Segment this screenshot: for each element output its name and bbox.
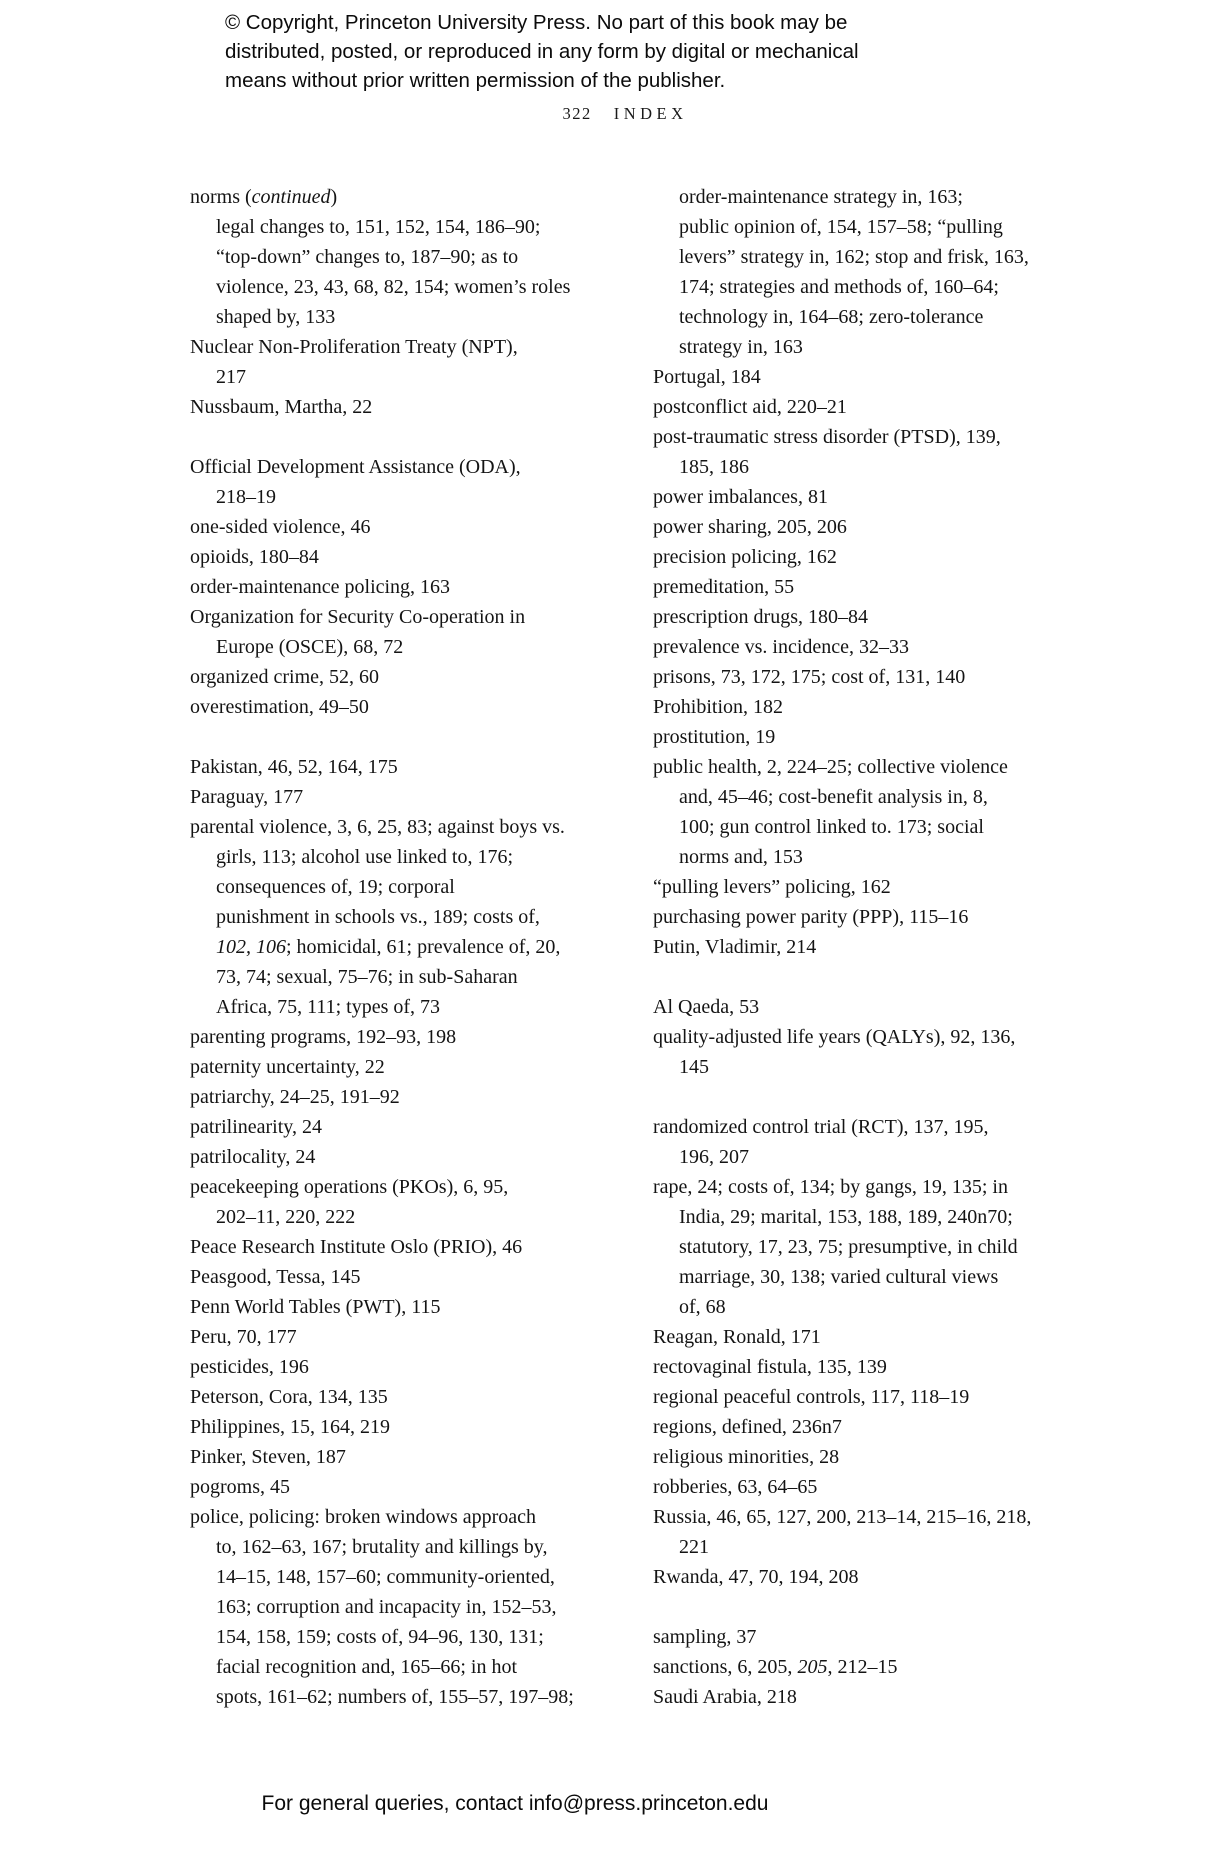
index-text: Africa, 75, 111; types of, 73 bbox=[216, 996, 441, 1018]
index-line bbox=[190, 542, 574, 572]
index-text: spots, 161–62; numbers of, 155–57, 197–98; bbox=[216, 1686, 574, 1708]
index-line bbox=[190, 842, 574, 872]
index-line bbox=[190, 212, 574, 242]
index-line bbox=[190, 1382, 574, 1412]
index-text-italic: continued bbox=[251, 186, 331, 208]
index-line bbox=[653, 1142, 1031, 1172]
index-line bbox=[653, 572, 1031, 602]
index-line bbox=[653, 1652, 1031, 1682]
index-text: technology in, 164–68; zero-tolerance bbox=[679, 306, 984, 328]
index-line bbox=[190, 692, 574, 722]
index-line bbox=[190, 362, 574, 392]
index-line bbox=[653, 1502, 1031, 1532]
index-line bbox=[190, 872, 574, 902]
index-line bbox=[190, 1412, 574, 1442]
index-text: one-sided violence, 46 bbox=[190, 516, 371, 538]
index-text: girls, 113; alcohol use linked to, 176; bbox=[216, 846, 514, 868]
index-line bbox=[190, 1172, 574, 1202]
index-text: Organization for Security Co-operation in bbox=[190, 606, 526, 628]
index-text: strategy in, 163 bbox=[679, 336, 803, 358]
index-text: pogroms, 45 bbox=[190, 1476, 290, 1498]
index-text: 202–11, 220, 222 bbox=[216, 1206, 356, 1228]
index-text: public opinion of, 154, 157–58; “pulling bbox=[679, 216, 1003, 238]
index-line bbox=[190, 332, 574, 362]
index-text: robberies, 63, 64–65 bbox=[653, 1476, 818, 1498]
index-text: 145 bbox=[679, 1056, 709, 1078]
index-line bbox=[190, 1262, 574, 1292]
index-text: Philippines, 15, 164, 219 bbox=[190, 1416, 391, 1438]
index-text: prescription drugs, 180–84 bbox=[653, 606, 868, 628]
index-text: Portugal, 184 bbox=[653, 366, 761, 388]
index-line bbox=[653, 602, 1031, 632]
index-line bbox=[190, 272, 574, 302]
running-head bbox=[190, 104, 1060, 124]
index-line bbox=[653, 752, 1031, 782]
index-text: ) bbox=[330, 186, 338, 208]
index-text: levers” strategy in, 162; stop and frisk, 163, bbox=[679, 246, 1029, 268]
index-line bbox=[653, 1562, 1031, 1592]
index-text: pesticides, 196 bbox=[190, 1356, 309, 1378]
index-line bbox=[190, 482, 574, 512]
index-line bbox=[653, 482, 1031, 512]
index-line bbox=[653, 392, 1031, 422]
index-blank-line bbox=[653, 1082, 1031, 1112]
index-text: legal changes to, 151, 152, 154, 186–90; bbox=[216, 216, 541, 238]
index-text: Pakistan, 46, 52, 164, 175 bbox=[190, 756, 398, 778]
index-line bbox=[190, 1502, 574, 1532]
index-line bbox=[653, 1172, 1031, 1202]
index-text: India, 29; marital, 153, 188, 189, 240n70; bbox=[679, 1206, 1013, 1228]
index-line bbox=[190, 1112, 574, 1142]
index-text: order-maintenance strategy in, 163; bbox=[679, 186, 963, 208]
index-line bbox=[190, 242, 574, 272]
index-line bbox=[190, 962, 574, 992]
index-line bbox=[653, 1292, 1031, 1322]
index-line bbox=[653, 842, 1031, 872]
index-line bbox=[190, 1142, 574, 1172]
index-line bbox=[653, 422, 1031, 452]
index-text: Peterson, Cora, 134, 135 bbox=[190, 1386, 388, 1408]
index-line bbox=[653, 1262, 1031, 1292]
index-text: norms and, 153 bbox=[679, 846, 803, 868]
index-text: premeditation, 55 bbox=[653, 576, 795, 598]
index-text: consequences of, 19; corporal bbox=[216, 876, 455, 898]
index-text: , 212–15 bbox=[827, 1656, 898, 1678]
index-text: facial recognition and, 165–66; in hot bbox=[216, 1656, 518, 1678]
index-line bbox=[190, 1562, 574, 1592]
index-text: precision policing, 162 bbox=[653, 546, 837, 568]
index-text: randomized control trial (RCT), 137, 195, bbox=[653, 1116, 989, 1138]
index-text: Prohibition, 182 bbox=[653, 696, 784, 718]
index-text: order-maintenance policing, 163 bbox=[190, 576, 451, 598]
index-line bbox=[190, 782, 574, 812]
index-line bbox=[190, 1682, 574, 1712]
index-line bbox=[653, 212, 1031, 242]
index-text: Pinker, Steven, 187 bbox=[190, 1446, 346, 1468]
index-line bbox=[190, 1622, 574, 1652]
index-text: prostitution, 19 bbox=[653, 726, 776, 748]
index-blank-line bbox=[190, 422, 574, 452]
index-text: rectovaginal fistula, 135, 139 bbox=[653, 1356, 887, 1378]
index-line bbox=[653, 1352, 1031, 1382]
index-line bbox=[190, 1082, 574, 1112]
index-text: paternity uncertainty, 22 bbox=[190, 1056, 385, 1078]
index-text: peacekeeping operations (PKOs), 6, 95, bbox=[190, 1176, 509, 1198]
index-blank-line bbox=[653, 962, 1031, 992]
index-text: 185, 186 bbox=[679, 456, 749, 478]
index-text: Nussbaum, Martha, 22 bbox=[190, 396, 373, 418]
index-line bbox=[653, 662, 1031, 692]
index-line bbox=[190, 1202, 574, 1232]
index-line bbox=[190, 1052, 574, 1082]
index-text: Peasgood, Tessa, 145 bbox=[190, 1266, 361, 1288]
index-line bbox=[653, 362, 1031, 392]
index-line bbox=[190, 302, 574, 332]
index-line bbox=[653, 1532, 1031, 1562]
index-text: parenting programs, 192–93, 198 bbox=[190, 1026, 457, 1048]
index-line bbox=[653, 992, 1031, 1022]
index-line bbox=[653, 1232, 1031, 1262]
index-text: parental violence, 3, 6, 25, 83; against boys vs. bbox=[190, 816, 565, 838]
index-heading: INDEX bbox=[613, 104, 688, 123]
index-line bbox=[190, 452, 574, 482]
index-line bbox=[190, 1022, 574, 1052]
index-text: postconflict aid, 220–21 bbox=[653, 396, 847, 418]
index-line bbox=[190, 512, 574, 542]
index-line bbox=[653, 722, 1031, 752]
index-line bbox=[653, 332, 1031, 362]
index-text: 163; corruption and incapacity in, 152–53, bbox=[216, 1596, 557, 1618]
index-text: sampling, 37 bbox=[653, 1626, 757, 1648]
index-line bbox=[190, 1592, 574, 1622]
index-text: power sharing, 205, 206 bbox=[653, 516, 847, 538]
index-text: 174; strategies and methods of, 160–64; bbox=[679, 276, 999, 298]
index-text: marriage, 30, 138; varied cultural views bbox=[679, 1266, 999, 1288]
index-text: Peru, 70, 177 bbox=[190, 1326, 297, 1348]
index-blank-line bbox=[653, 1592, 1031, 1622]
index-line bbox=[653, 872, 1031, 902]
index-text: 154, 158, 159; costs of, 94–96, 130, 131; bbox=[216, 1626, 544, 1648]
index-text: overestimation, 49–50 bbox=[190, 696, 369, 718]
index-line bbox=[190, 572, 574, 602]
index-text-italic: 102, 106 bbox=[216, 936, 286, 958]
index-text: Nuclear Non-Proliferation Treaty (NPT), bbox=[190, 336, 518, 358]
index-text: 218–19 bbox=[216, 486, 276, 508]
index-line bbox=[653, 1022, 1031, 1052]
index-line bbox=[653, 1412, 1031, 1442]
index-text: 14–15, 148, 157–60; community-oriented, bbox=[216, 1566, 555, 1588]
index-text: sanctions, 6, 205, bbox=[653, 1656, 798, 1678]
footer-queries-note: For general queries, contact info@press.princeton.edu bbox=[261, 1792, 769, 1815]
index-line bbox=[190, 752, 574, 782]
index-line bbox=[653, 632, 1031, 662]
index-text: post-traumatic stress disorder (PTSD), 139, bbox=[653, 426, 1001, 448]
index-text-italic: 205 bbox=[797, 1656, 828, 1678]
index-line bbox=[190, 932, 574, 962]
copyright-line: © Copyright, Princeton University Press. No part of this book may be bbox=[225, 11, 848, 34]
index-text: Official Development Assistance (ODA), bbox=[190, 456, 521, 478]
index-line bbox=[190, 602, 574, 632]
index-line bbox=[190, 1352, 574, 1382]
index-line bbox=[653, 902, 1031, 932]
index-line bbox=[653, 1472, 1031, 1502]
index-line bbox=[653, 272, 1031, 302]
index-line bbox=[190, 902, 574, 932]
index-line bbox=[190, 182, 574, 212]
index-text: regional peaceful controls, 117, 118–19 bbox=[653, 1386, 970, 1408]
index-column-left bbox=[190, 182, 574, 1712]
index-text: Paraguay, 177 bbox=[190, 786, 304, 808]
index-line bbox=[190, 1292, 574, 1322]
index-text: religious minorities, 28 bbox=[653, 1446, 840, 1468]
index-text: and, 45–46; cost-benefit analysis in, 8, bbox=[679, 786, 988, 808]
index-text: of, 68 bbox=[679, 1296, 726, 1318]
index-line bbox=[653, 692, 1031, 722]
index-text: rape, 24; costs of, 134; by gangs, 19, 135; in bbox=[653, 1176, 1008, 1198]
index-text: patrilocality, 24 bbox=[190, 1146, 316, 1168]
index-blank-line bbox=[190, 722, 574, 752]
index-line bbox=[190, 1472, 574, 1502]
index-line bbox=[190, 992, 574, 1022]
index-text: patrilinearity, 24 bbox=[190, 1116, 322, 1138]
index-text: 73, 74; sexual, 75–76; in sub-Saharan bbox=[216, 966, 518, 988]
index-text: Peace Research Institute Oslo (PRIO), 46 bbox=[190, 1236, 523, 1258]
index-text: 100; gun control linked to. 173; social bbox=[679, 816, 984, 838]
index-line bbox=[190, 1532, 574, 1562]
index-text: 217 bbox=[216, 366, 246, 388]
index-line bbox=[653, 1052, 1031, 1082]
index-line bbox=[190, 662, 574, 692]
index-line bbox=[190, 1232, 574, 1262]
index-text: Rwanda, 47, 70, 194, 208 bbox=[653, 1566, 859, 1588]
index-text: Europe (OSCE), 68, 72 bbox=[216, 636, 404, 658]
index-text: violence, 23, 43, 68, 82, 154; women’s roles bbox=[216, 276, 571, 298]
index-line bbox=[190, 632, 574, 662]
index-text: patriarchy, 24–25, 191–92 bbox=[190, 1086, 400, 1108]
index-text: norms ( bbox=[190, 186, 252, 208]
index-text: regions, defined, 236n7 bbox=[653, 1416, 842, 1438]
index-text: opioids, 180–84 bbox=[190, 546, 319, 568]
index-text: 221 bbox=[679, 1536, 709, 1558]
index-text: to, 162–63, 167; brutality and killings by, bbox=[216, 1536, 548, 1558]
index-text: Saudi Arabia, 218 bbox=[653, 1686, 797, 1708]
index-text: “top-down” changes to, 187–90; as to bbox=[216, 246, 519, 268]
index-text: purchasing power parity (PPP), 115–16 bbox=[653, 906, 969, 928]
index-line bbox=[653, 452, 1031, 482]
index-text: Russia, 46, 65, 127, 200, 213–14, 215–16, 218, bbox=[653, 1506, 1032, 1528]
index-line bbox=[190, 392, 574, 422]
index-text: power imbalances, 81 bbox=[653, 486, 828, 508]
index-line bbox=[653, 1682, 1031, 1712]
index-line bbox=[190, 1652, 574, 1682]
index-text: “pulling levers” policing, 162 bbox=[653, 876, 891, 898]
index-text: Penn World Tables (PWT), 115 bbox=[190, 1296, 441, 1318]
index-line bbox=[653, 1382, 1031, 1412]
index-line bbox=[653, 812, 1031, 842]
index-text: prisons, 73, 172, 175; cost of, 131, 140 bbox=[653, 666, 966, 688]
copyright-notice bbox=[225, 8, 859, 95]
index-text: organized crime, 52, 60 bbox=[190, 666, 380, 688]
index-text: prevalence vs. incidence, 32–33 bbox=[653, 636, 910, 658]
index-text: 196, 207 bbox=[679, 1146, 749, 1168]
index-text: ; homicidal, 61; prevalence of, 20, bbox=[286, 936, 561, 958]
index-line bbox=[653, 1622, 1031, 1652]
index-line bbox=[653, 1112, 1031, 1142]
index-text: public health, 2, 224–25; collective violence bbox=[653, 756, 1008, 778]
index-line bbox=[190, 1442, 574, 1472]
index-text: police, policing: broken windows approach bbox=[190, 1506, 537, 1528]
index-text: shaped by, 133 bbox=[216, 306, 336, 328]
page-number: 322 bbox=[562, 104, 592, 123]
index-text: statutory, 17, 23, 75; presumptive, in child bbox=[679, 1236, 1018, 1258]
index-line bbox=[653, 242, 1031, 272]
index-text: Putin, Vladimir, 214 bbox=[653, 936, 817, 958]
index-line bbox=[653, 182, 1031, 212]
index-line bbox=[653, 1322, 1031, 1352]
index-line bbox=[653, 302, 1031, 332]
index-line bbox=[653, 512, 1031, 542]
index-line bbox=[653, 542, 1031, 572]
copyright-line: means without prior written permission of the publisher. bbox=[225, 69, 726, 92]
index-line bbox=[190, 812, 574, 842]
index-text: punishment in schools vs., 189; costs of, bbox=[216, 906, 540, 928]
index-line bbox=[653, 1442, 1031, 1472]
copyright-line: distributed, posted, or reproduced in any form by digital or mechanical bbox=[225, 40, 859, 63]
index-line bbox=[653, 782, 1031, 812]
index-text: Reagan, Ronald, 171 bbox=[653, 1326, 821, 1348]
index-line bbox=[190, 1322, 574, 1352]
index-line bbox=[653, 932, 1031, 962]
index-line bbox=[653, 1202, 1031, 1232]
index-text: quality-adjusted life years (QALYs), 92, 136, bbox=[653, 1026, 1016, 1048]
index-text: Al Qaeda, 53 bbox=[653, 996, 760, 1018]
index-column-right bbox=[653, 182, 1031, 1712]
